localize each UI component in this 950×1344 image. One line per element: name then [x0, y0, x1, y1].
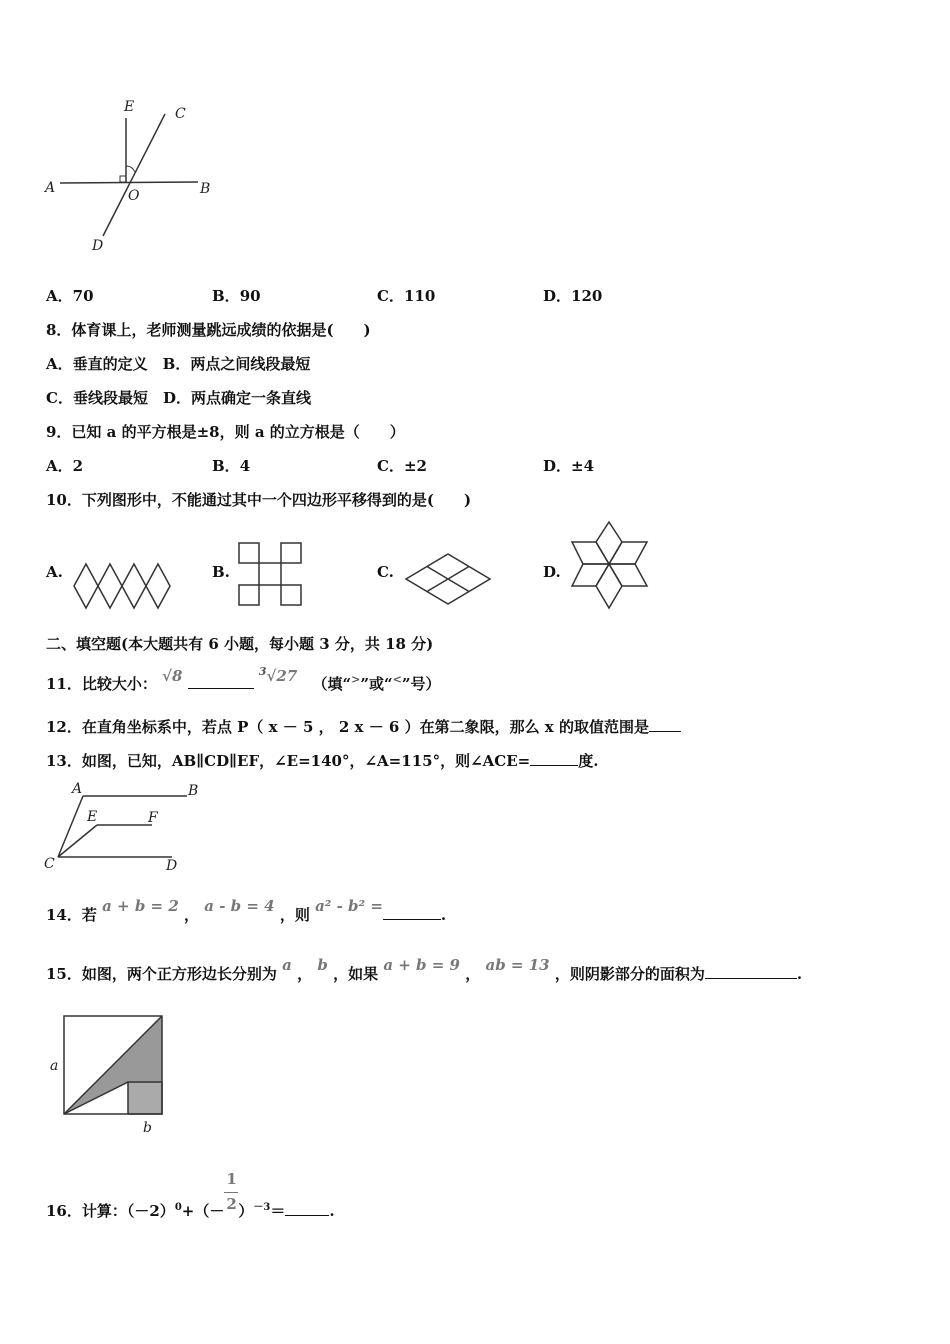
q10-option-d-label: D.	[543, 563, 561, 581]
q13-label-c: C	[44, 856, 55, 872]
right-angle-mark	[120, 176, 126, 182]
q14-eq1: a + b = 2	[102, 897, 179, 915]
q13-label-e: E	[87, 809, 98, 825]
label-e: E	[124, 99, 135, 115]
q16-answer-blank[interactable]	[285, 1201, 329, 1216]
q13-line	[46, 751, 598, 771]
q15-comma: ，	[297, 965, 313, 983]
q13-answer-blank[interactable]	[530, 751, 578, 766]
q8-options-row2: C．垂线段最短 D．两点确定一条直线	[46, 389, 311, 407]
q10-figure-d	[570, 520, 650, 610]
q9-option-b: B．4	[212, 457, 251, 475]
q13-label-d: D	[166, 858, 178, 874]
q16-fraction	[224, 1170, 238, 1216]
label-c: C	[175, 106, 186, 122]
q7-option-d: D．120	[543, 287, 603, 305]
q7-option-c: C．110	[377, 287, 436, 305]
q10-option-c-label: C.	[377, 563, 394, 581]
q15-eq1: a + b = 9	[383, 956, 460, 974]
q16-fraction-num: 1	[226, 1170, 237, 1188]
q15-small-square	[128, 1082, 162, 1114]
angle-arc	[126, 166, 135, 172]
q16-end: .	[329, 1202, 335, 1220]
q10-figure-a	[74, 562, 176, 610]
label-b: B	[200, 181, 211, 197]
q14-prefix: 14．若	[46, 906, 97, 924]
q14-sep: ，	[184, 906, 200, 924]
q15-b: b	[317, 956, 328, 974]
q11-sqrt8: √8	[162, 667, 183, 685]
q16-fraction-bar	[224, 1192, 238, 1193]
label-o: O	[128, 188, 140, 204]
q13-label-f: F	[148, 810, 158, 826]
q16-exp0: 0	[174, 1202, 182, 1213]
q12-answer-blank[interactable]	[649, 717, 681, 732]
q11-line	[46, 665, 441, 696]
q9-option-c: C．±2	[377, 457, 427, 475]
q9-option-a: A．2	[46, 457, 84, 475]
q15-mid: ，如果	[333, 965, 379, 983]
q10-figure-c	[404, 552, 494, 608]
q15-line	[46, 956, 803, 984]
q11-prefix: 11．比较大小：	[46, 675, 157, 693]
q13-text-end: 度.	[578, 752, 599, 770]
q13-label-a: A	[72, 781, 83, 797]
q15-figure	[44, 1010, 174, 1138]
q9-stem: 9．已知 a 的平方根是±8，则 a 的立方根是（ ）	[46, 423, 405, 441]
q14-eq2: a - b = 4	[204, 897, 275, 915]
q16-prefix: 16．计算：（－2）	[46, 1202, 175, 1220]
q16-fraction-den: 2	[226, 1195, 237, 1213]
q11-cbrt27	[259, 667, 297, 685]
q16-close: ）	[238, 1202, 254, 1220]
q8-stem: 8．体育课上，老师测量跳远成绩的依据是( )	[46, 321, 371, 339]
q14-end: .	[440, 906, 447, 924]
q16-eq: ＝	[270, 1202, 286, 1220]
q9-option-d: D．±4	[543, 457, 595, 475]
label-a: A	[45, 180, 56, 196]
q11-cbrt27-index: 3	[258, 665, 267, 678]
q11-hint: （填“>”或“<”号）	[312, 673, 441, 693]
q10-option-b-label: B.	[212, 563, 230, 581]
q10-stem: 10．下列图形中，不能通过其中一个四边形平移得到的是( )	[46, 491, 472, 509]
section2-title: 二、填空题(本大题共有 6 小题，每小题 3 分，共 18 分)	[46, 635, 434, 653]
q13-figure	[40, 778, 210, 874]
q11-answer-blank[interactable]	[188, 674, 254, 689]
q14-line	[46, 897, 447, 925]
q16-exp3: －3	[253, 1202, 271, 1213]
q12-text: 12．在直角坐标系中，若点 P（ x － 5 ， 2 x － 6 ）在第二象限，那么 x 的取值范围是	[46, 718, 649, 736]
q7-option-a: A．70	[46, 287, 94, 305]
q11-cbrt27-value: √27	[266, 667, 298, 685]
q15-sep: ，	[465, 965, 481, 983]
line-cd	[103, 114, 165, 236]
q7-option-b: B．90	[212, 287, 261, 305]
q15-label-b: b	[143, 1120, 152, 1136]
q16-mid: +（－	[181, 1202, 225, 1220]
q15-end: .	[796, 965, 803, 983]
q12-line	[46, 717, 681, 737]
q8-options-row1: A．垂直的定义 B．两点之间线段最短	[46, 355, 311, 373]
line-ab	[60, 182, 198, 183]
q15-label-a: a	[50, 1058, 59, 1074]
q10-option-a-label: A.	[46, 563, 63, 581]
q15-suffix: ，则阴影部分的面积为	[554, 965, 705, 983]
q15-eq2: ab = 13	[485, 956, 550, 974]
q14-mid: ，则	[279, 906, 310, 924]
angle-figure	[40, 96, 230, 266]
q15-prefix: 15．如图，两个正方形边长分别为	[46, 965, 277, 983]
q15-a: a	[282, 956, 292, 974]
q13-label-b: B	[188, 783, 199, 799]
q15-answer-blank[interactable]	[705, 964, 797, 979]
q13-text: 13．如图，已知，AB∥CD∥EF，∠E=140°，∠A=115°，则∠ACE=	[46, 752, 531, 770]
q14-answer-blank[interactable]	[383, 905, 441, 920]
q14-expr: a² - b² =	[315, 897, 383, 915]
q16-line	[46, 1170, 335, 1221]
label-d: D	[92, 238, 104, 254]
q10-figure-b	[238, 542, 304, 608]
